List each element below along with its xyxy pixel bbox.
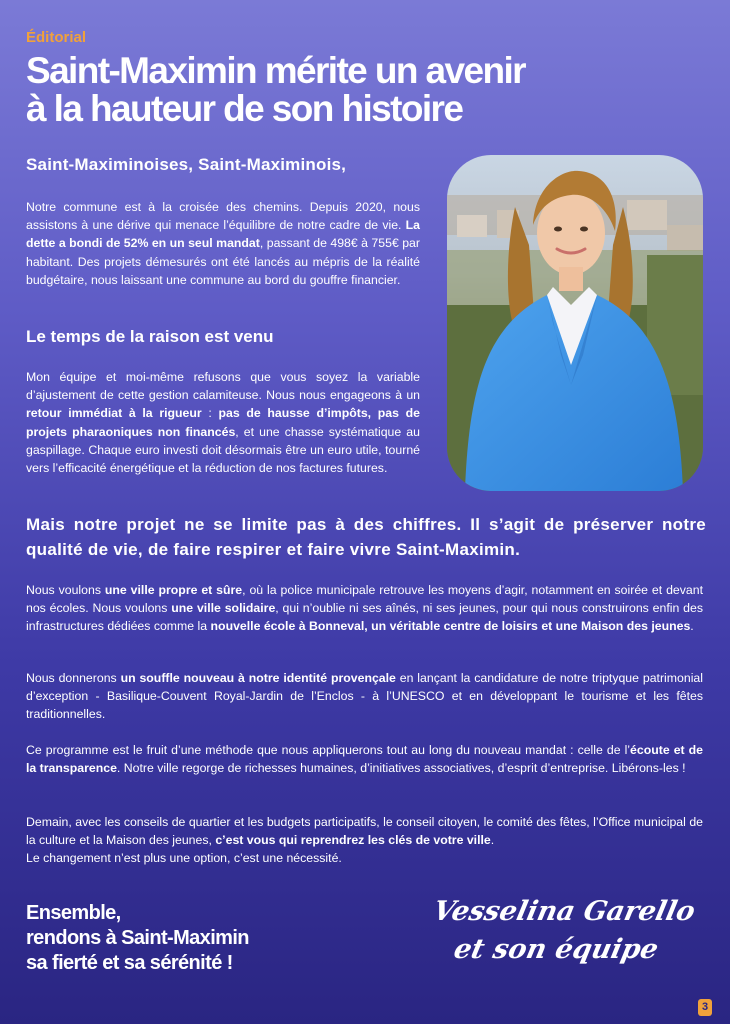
identity-text-1: Nous donnerons — [26, 671, 121, 685]
page-number-badge: 3 — [698, 999, 712, 1016]
identity-text-2: en lançant la candidature de notre triptyque patrimonial d’exception - Basilique-Couvent Royal-Jardin de l’Enclos - à l’UNESCO et en développant le tourisme et les fêtes traditionnelles. — [26, 671, 703, 722]
reason-text-1: Mon équipe et moi-même refusons que vous soyez la variable d’ajustement de cette gestion calamiteuse. Nous nous engageons à un — [26, 370, 420, 403]
identity-paragraph — [26, 669, 703, 724]
reason-paragraph — [26, 368, 420, 477]
tomorrow-text-1: Demain, avec les conseils de quartier et les budgets participatifs, le conseil citoyen, le comité des fêtes, l’Office municipal de la culture et la Maison des jeunes, — [26, 815, 703, 848]
closing-line-3: sa fierté et sa sérénité ! — [26, 952, 233, 974]
title-line-1: Saint-Maximin mérite un avenir — [26, 50, 525, 91]
method-text-1: Ce programme est le fruit d’une méthode que nous appliquerons tout au long du nouveau mandat : celle de l’ — [26, 743, 631, 757]
city-text-2: , où la police municipale retrouve les moyens d’agir, notamment en soirée et devant nos écoles. Nous voulons — [26, 583, 703, 616]
candidate-portrait-illustration — [447, 155, 703, 491]
reason-bold-2: pas de hausse d’impôts, pas de projets pharaoniques non financés — [26, 406, 420, 439]
highlight-quote: Mais notre projet ne se limite pas à des chiffres. Il s’agit de préserver notre qualité de vie, de faire respirer et faire vivre Saint-Maximin. — [26, 515, 706, 559]
intro-text-2: , passant de 498€ à 755€ par habitant. Des projets démesurés ont été lancés au mépris de la réalité budgétaire, nous laissant une commune au bord du gouffre financier. — [26, 236, 420, 287]
city-bold-2: une ville solidaire — [171, 601, 276, 616]
tomorrow-text-3: Le changement n’est plus une option, c’est une nécessité. — [26, 851, 342, 866]
tomorrow-paragraph — [26, 813, 703, 868]
reason-bold-1: retour immédiat à la rigueur — [26, 406, 202, 421]
method-bold-1: écoute et de la transparence — [26, 743, 703, 776]
title-line-2: à la hauteur de son histoire — [26, 88, 463, 129]
tomorrow-text-2: . — [490, 833, 495, 848]
signature — [412, 893, 708, 969]
candidate-photo — [447, 155, 703, 491]
city-bold-1: une ville propre et sûre — [104, 583, 243, 597]
section-kicker: Éditorial — [26, 29, 87, 46]
identity-bold-1: un souffle nouveau à notre identité provençale — [120, 671, 396, 685]
reason-text-2: : — [201, 406, 219, 421]
intro-text-1: Notre commune est à la croisée des chemins. Depuis 2020, nous assistons à une dérive qui menace l’équilibre de notre cadre de vie. — [26, 200, 420, 233]
greeting: Saint-Maximinoises, Saint-Maximinois, — [26, 155, 347, 174]
closing-slogan — [26, 901, 249, 976]
intro-bold-1: La dette a bondi de 52% en un seul mandat — [26, 218, 420, 251]
page-title — [26, 52, 706, 128]
intro-paragraph — [26, 198, 420, 289]
reason-text-3: , et une chasse systématique au gaspillage. Chaque euro investi doit désormais être un euro utile, tourné vers l’efficacité énergétique et la réduction de nos factures futures. — [26, 424, 420, 476]
method-text-2: . Notre ville regorge de richesses humaines, d’initiatives associatives, d’esprit d’entreprise. Libérons-les ! — [116, 761, 686, 776]
signature-team: et son équipe — [451, 934, 662, 965]
tomorrow-bold-1: c’est vous qui reprendrez les clés de votre ville — [215, 833, 491, 848]
closing-line-2: rendons à Saint-Maximin — [26, 927, 249, 949]
city-bold-3: nouvelle école à Bonneval, un véritable centre de loisirs et une Maison des jeunes — [210, 619, 691, 634]
city-text-4: . — [690, 619, 694, 634]
section-subheading: Le temps de la raison est venu — [26, 327, 274, 346]
closing-line-1: Ensemble, — [26, 902, 121, 924]
city-text-1: Nous voulons — [26, 583, 105, 597]
signature-name: Vesselina Garello — [430, 896, 698, 927]
city-paragraph — [26, 581, 703, 636]
method-paragraph — [26, 741, 703, 777]
city-text-3: , qui n’oublie ni ses aînés, ni ses jeunes, pour qui nous construirons enfin des infrastructures dédiées comme la — [26, 601, 703, 634]
